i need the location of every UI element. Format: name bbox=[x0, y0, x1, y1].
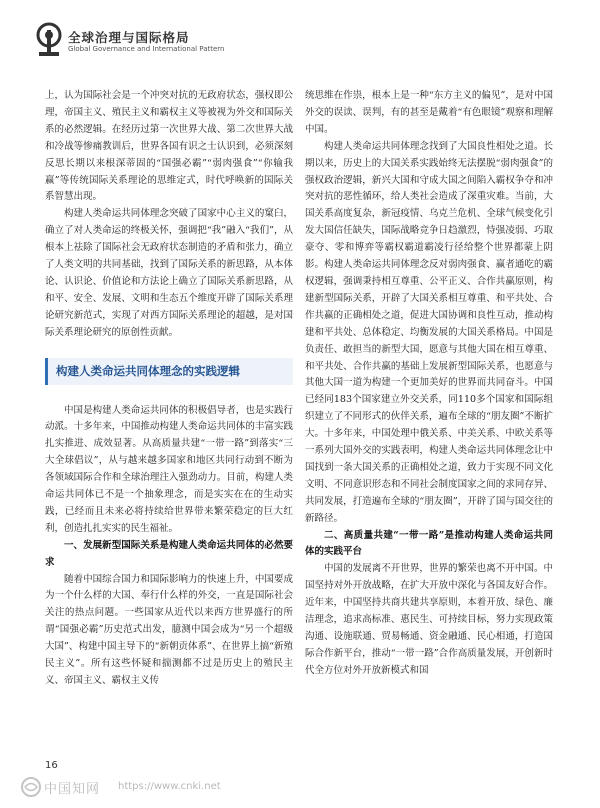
paragraph: 随着中国综合国力和国际影响力的快速上升，中国要成为一个什么样的大国、奉行什么样的外交，一直是国际社会关注的热点问题。一些国家从近代以来西方世界盛行的所谓“国强必霸”历史范式出发，臆测中国会成为“另一个超级大国”、构建中国主导下的“新朝贡体系”、在世界上搞“新殖民主义”。所有这些怀疑和揣测都不过是历史上的殖民主义、帝国主义、霸权主义传 bbox=[45, 573, 293, 686]
right-column bbox=[305, 88, 553, 680]
paragraph: 构建人类命运共同体理念找到了大国良性相处之道。长期以来，历史上的大国关系实践始终无法摆脱“弱肉强食”的强权政治逻辑，新兴大国和守成大国之间陷入霸权争夺和冲突对抗的恶性循环，给人类社会造成了深重灾难。当前，大国关系高度复杂，新冠疫情、乌克兰危机、全球气候变化引发大国信任缺失，国际战略竞争日趋激烈，恃强凌弱、巧取豪夺、零和博弈等霸权霸道霸凌行径给整个世界都蒙上阴影。构建人类命运共同体理念反对弱肉强食、赢者通吃的霸权逻辑，强调秉持相互尊重、公平正义、合作共赢原则，构建新型国际关系，开辟了大国关系相互尊重、和平共处、合作共赢的正确相处之道，促进大国协调和良性互动，推动构建和平共处、总体稳定、均衡发展的大国关系格局。中国是负责任、敢担当的新型大国，愿意与其他大国在相互尊重、和平共处、合作共赢的基础上发展新型国际关系，也愿意与其他大国一道为构建一个更加美好的世界而共同奋斗。中国已经同183个国家建立外交关系，同110多个国家和国际组织建立了不同形式的伙伴关系，遍布全球的“朋友圈”不断扩大。十多年来，中国处理中俄关系、中美关系、中欧关系等一系列大国外交的实践表明，构建人类命运共同体理念让中国找到一条大国关系的正确相处之道，致力于实现不同文化文明、不同意识形态和不同社会制度国家之间的求同存异、共同发展，打造遍布全球的“朋友圈”，开辟了国与国交往的新路径。 bbox=[305, 140, 553, 524]
paragraph: 中国的发展离不开世界，世界的繁荣也离不开中国。中国坚持对外开放战略，在扩大开放中深化与各国友好合作。近年来，中国坚持共商共建共享原则，本着开放、绿色、廉洁理念，追求高标准、惠民生、可持续目标，努力实现政策沟通、设施联通、贸易畅通、资金融通、民心相通，打造国际合作新平台，推动“一带一路”合作高质量发展，开创新时代全方位对外开放新模式和国 bbox=[305, 563, 553, 676]
cnki-logo-icon bbox=[20, 776, 42, 798]
subsection-heading: 二、高质量共建“一带一路”是推动构建人类命运共同体的实践平台 bbox=[305, 529, 553, 558]
paragraph: 中国是构建人类命运共同体的积极倡导者，也是实践行动派。十多年来，中国推动构建人类命运共同体的丰富实践扎实推进、成效显著。从高质量共建“一带一路”到落实“三大全球倡议”，从与越来越多国家和地区共同行动到不断为各领域国际合作和全球治理注入强劲动力。目前，构建人类命运共同体已不是一个抽象理念，而是实实在在的生动实践，已经而且未来必将持续给世界带来繁荣稳定的巨大红利，创造扎扎实实的民生福祉。 bbox=[45, 404, 293, 534]
cnki-watermark bbox=[18, 776, 318, 802]
page-number: 16 bbox=[45, 760, 58, 771]
section-heading: 构建人类命运共同体理念的实践逻辑 bbox=[45, 358, 293, 385]
paragraph: 统思维在作祟，根本上是一种“东方主义的偏见”，是对中国外交的误读、误判，有的甚至是戴着“有色眼镜”观察和理解中国。 bbox=[305, 90, 553, 135]
paragraph: 上，认为国际社会是一个冲突对抗的无政府状态，强权即公理，帝国主义、殖民主义和霸权主义等被视为外交和国际关系的必然逻辑。在经历过第一次世界大战、第二次世界大战和冷战等惨痛教训后，世界各国有识之士认识到，必须深刻反思长期以来根深蒂固的“国强必霸”“弱肉强食”“你输我赢”等传统国际关系理论的思维定式，时代呼唤新的国际关系智慧出现。 bbox=[45, 90, 293, 203]
journal-logo-icon bbox=[34, 22, 64, 60]
journal-header bbox=[34, 22, 574, 64]
subsection-heading: 一、发展新型国际关系是构建人类命运共同体的必然要求 bbox=[45, 539, 293, 568]
watermark-url: https://www.cnki.net bbox=[118, 781, 221, 792]
left-column bbox=[45, 88, 293, 690]
journal-subtitle: Global Governance and International Pattern bbox=[68, 45, 225, 53]
paragraph: 构建人类命运共同体理念突破了国家中心主义的窠臼，确立了对人类命运的终极关怀，强调把“我”融入“我们”，从根本上祛除了国际社会无政府状态制造的矛盾和张力，确立了人类文明的共同基础，找到了国际关系的新思路，从本体论、认识论、价值论和方法论上确立了国际关系新思路，从和平、安全、发展、文明和生态五个维度开辟了国际关系理论研究新范式，实现了对西方国际关系理论的超越，是对国际关系理论研究的原创性贡献。 bbox=[45, 208, 293, 338]
watermark-text: 中国知网 bbox=[44, 782, 101, 797]
journal-title: 全球治理与国际格局 bbox=[68, 30, 190, 45]
